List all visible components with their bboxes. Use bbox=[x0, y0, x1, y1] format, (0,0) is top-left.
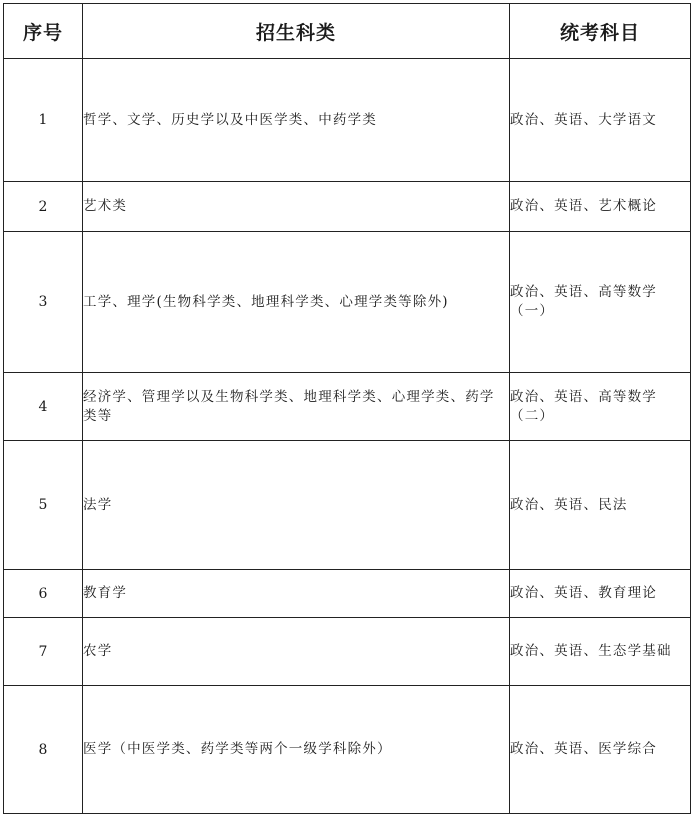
header-row bbox=[4, 4, 691, 59]
table-row bbox=[4, 232, 691, 373]
row-category: 农学 bbox=[83, 618, 510, 686]
header-category: 招生科类 bbox=[83, 4, 510, 59]
row-subjects: 政治、英语、生态学基础 bbox=[510, 618, 691, 686]
row-num: 4 bbox=[4, 373, 83, 441]
row-subjects: 政治、英语、艺术概论 bbox=[510, 182, 691, 232]
row-subjects: 政治、英语、民法 bbox=[510, 441, 691, 570]
row-category: 医学（中医学类、药学类等两个一级学科除外） bbox=[83, 686, 510, 814]
row-num: 5 bbox=[4, 441, 83, 570]
row-category: 艺术类 bbox=[83, 182, 510, 232]
row-category: 经济学、管理学以及生物科学类、地理科学类、心理学类、药学类等 bbox=[83, 373, 510, 441]
row-category: 法学 bbox=[83, 441, 510, 570]
row-num: 3 bbox=[4, 232, 83, 373]
row-subjects: 政治、英语、大学语文 bbox=[510, 59, 691, 182]
row-category: 哲学、文学、历史学以及中医学类、中药学类 bbox=[83, 59, 510, 182]
table-row bbox=[4, 570, 691, 618]
row-subjects: 政治、英语、教育理论 bbox=[510, 570, 691, 618]
table-row bbox=[4, 618, 691, 686]
header-subjects: 统考科目 bbox=[510, 4, 691, 59]
row-category: 工学、理学(生物科学类、地理科学类、心理学类等除外) bbox=[83, 232, 510, 373]
row-num: 1 bbox=[4, 59, 83, 182]
table-row bbox=[4, 441, 691, 570]
row-num: 2 bbox=[4, 182, 83, 232]
row-num: 8 bbox=[4, 686, 83, 814]
table-row bbox=[4, 182, 691, 232]
row-subjects: 政治、英语、医学综合 bbox=[510, 686, 691, 814]
header-num: 序号 bbox=[4, 4, 83, 59]
row-category: 教育学 bbox=[83, 570, 510, 618]
subjects-table bbox=[3, 3, 691, 814]
table-row bbox=[4, 59, 691, 182]
row-subjects: 政治、英语、高等数学（一） bbox=[510, 232, 691, 373]
row-subjects: 政治、英语、高等数学（二） bbox=[510, 373, 691, 441]
row-num: 6 bbox=[4, 570, 83, 618]
table-row bbox=[4, 686, 691, 814]
row-num: 7 bbox=[4, 618, 83, 686]
table-row bbox=[4, 373, 691, 441]
